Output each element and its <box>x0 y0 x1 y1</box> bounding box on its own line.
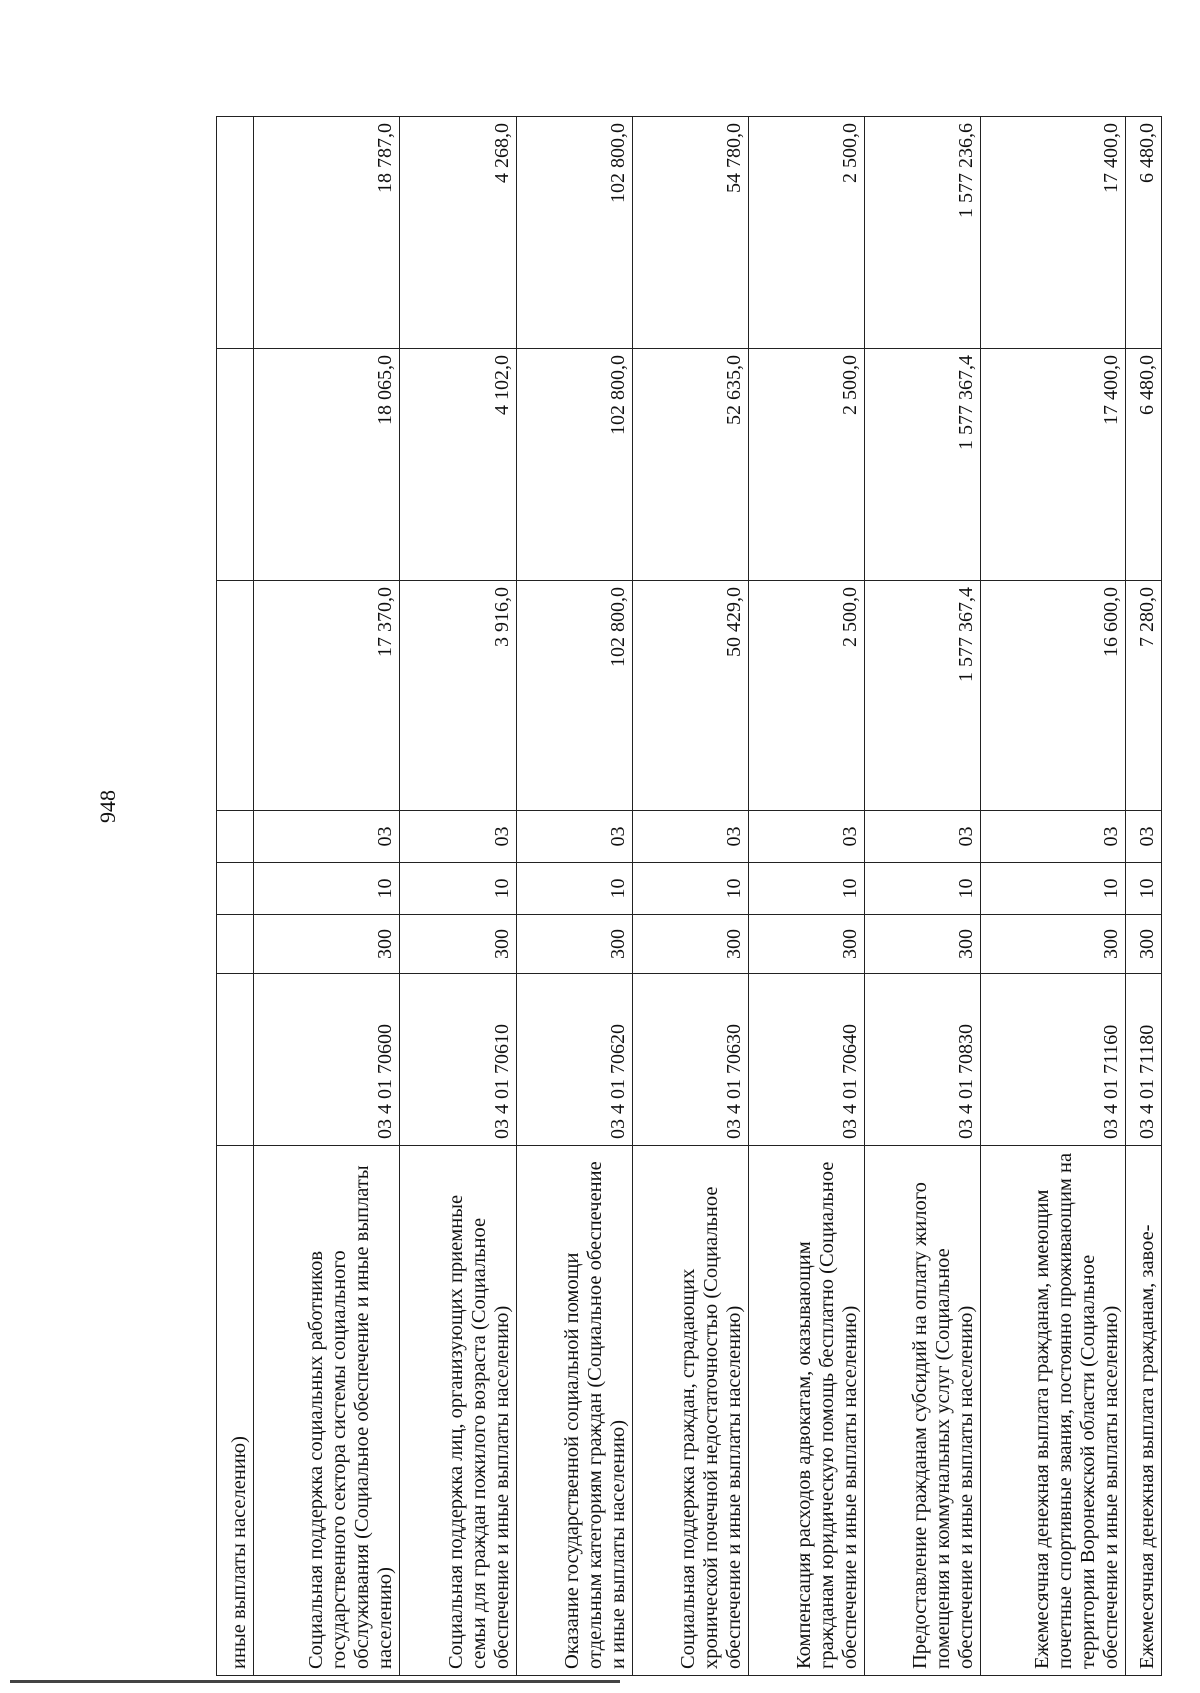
value-year-1-cell: 1 577 367,4 <box>864 581 980 811</box>
row-name: Предоставление гражданам субсидий на оплату жилого помещения и коммунальных услуг (Социальное обеспечение и иные выплаты населению) <box>864 1146 980 1676</box>
scan-edge-line <box>10 1680 620 1683</box>
value-year-3-cell: 18 787,0 <box>253 117 400 349</box>
value-year-1-cell: 50 429,0 <box>633 581 749 811</box>
kvr-cell: 300 <box>1126 915 1162 974</box>
pr-cell: 03 <box>517 811 633 863</box>
rz-cell: 10 <box>633 863 749 915</box>
value-year-3-cell: 2 500,0 <box>749 117 865 349</box>
rz-cell: 10 <box>1126 863 1162 915</box>
kcsr-cell: 03 4 01 70610 <box>400 974 517 1146</box>
kcsr-cell: 03 4 01 70830 <box>864 974 980 1146</box>
row-name: иные выплаты населению) <box>217 1146 254 1676</box>
row-name: Социальная поддержка граждан, страдающих хронической почечной недостаточностью (Социальное обеспечение и иные выплаты населению) <box>633 1146 749 1676</box>
kcsr-cell: 03 4 01 71180 <box>1126 974 1162 1146</box>
row-name: Социальная поддержка лиц, организующих приемные семьи для граждан пожилого возраста (Социальное обеспечение и иные выплаты населению) <box>400 1146 517 1676</box>
kcsr-cell: 03 4 01 70600 <box>253 974 400 1146</box>
pr-cell: 03 <box>864 811 980 863</box>
value-year-2-cell: 1 577 367,4 <box>864 349 980 581</box>
rz-cell: 10 <box>400 863 517 915</box>
kvr-cell: 300 <box>400 915 517 974</box>
rz-cell: 10 <box>980 863 1126 915</box>
kcsr-cell: 03 4 01 70630 <box>633 974 749 1146</box>
rz-cell: 10 <box>749 863 865 915</box>
pr-cell: 03 <box>253 811 400 863</box>
table-row <box>1126 117 1162 1676</box>
value-cell-empty <box>217 349 254 581</box>
table-row <box>864 117 980 1676</box>
row-name: Ежемесячная денежная выплата гражданам, завое- <box>1126 1146 1162 1676</box>
value-year-2-cell: 17 400,0 <box>980 349 1126 581</box>
kvr-cell: 300 <box>633 915 749 974</box>
kcsr-cell: 03 4 01 70620 <box>517 974 633 1146</box>
value-year-1-cell: 3 916,0 <box>400 581 517 811</box>
value-year-3-cell: 1 577 236,6 <box>864 117 980 349</box>
row-name: Социальная поддержка социальных работников государственного сектора системы социального обслуживания (Социальное обеспечение и иные выплаты населению) <box>253 1146 400 1676</box>
value-year-2-cell: 4 102,0 <box>400 349 517 581</box>
kvr-cell: 300 <box>749 915 865 974</box>
value-year-1-cell: 16 600,0 <box>980 581 1126 811</box>
value-year-2-cell: 6 480,0 <box>1126 349 1162 581</box>
table-row-continuation <box>217 117 254 1676</box>
table-row <box>517 117 633 1676</box>
value-year-3-cell: 17 400,0 <box>980 117 1126 349</box>
budget-table-frame <box>216 117 1162 1676</box>
value-year-3-cell: 102 800,0 <box>517 117 633 349</box>
row-name: Оказание государственной социальной помощи отдельным категориям граждан (Социальное обеспечение и иные выплаты населению) <box>517 1146 633 1676</box>
value-cell-empty <box>217 581 254 811</box>
kvr-cell: 300 <box>980 915 1126 974</box>
page-number: 948 <box>95 790 120 823</box>
rz-cell-empty <box>217 863 254 915</box>
value-year-2-cell: 18 065,0 <box>253 349 400 581</box>
pr-cell: 03 <box>1126 811 1162 863</box>
pr-cell: 03 <box>980 811 1126 863</box>
rz-cell: 10 <box>253 863 400 915</box>
value-year-2-cell: 102 800,0 <box>517 349 633 581</box>
value-cell-empty <box>217 117 254 349</box>
value-year-3-cell: 54 780,0 <box>633 117 749 349</box>
value-year-2-cell: 2 500,0 <box>749 349 865 581</box>
row-name: Компенсация расходов адвокатам, оказывающим гражданам юридическую помощь бесплатно (Социальное обеспечение и иные выплаты населению) <box>749 1146 865 1676</box>
table-row <box>253 117 400 1676</box>
rz-cell: 10 <box>517 863 633 915</box>
value-year-2-cell: 52 635,0 <box>633 349 749 581</box>
table-row <box>400 117 517 1676</box>
value-year-3-cell: 6 480,0 <box>1126 117 1162 349</box>
pr-cell: 03 <box>633 811 749 863</box>
value-year-1-cell: 2 500,0 <box>749 581 865 811</box>
table-row <box>749 117 865 1676</box>
kcsr-cell: 03 4 01 71160 <box>980 974 1126 1146</box>
value-year-3-cell: 4 268,0 <box>400 117 517 349</box>
kcsr-cell-empty <box>217 974 254 1146</box>
table-row <box>980 117 1126 1676</box>
rz-cell: 10 <box>864 863 980 915</box>
row-name: Ежемесячная денежная выплата гражданам, имеющим почетные спортивные звания, постоянно проживающим на территории Воронежской области (Социальное обеспечение и иные выплаты населению) <box>980 1146 1126 1676</box>
budget-table <box>216 116 1162 1676</box>
pr-cell: 03 <box>400 811 517 863</box>
kvr-cell-empty <box>217 915 254 974</box>
pr-cell-empty <box>217 811 254 863</box>
kcsr-cell: 03 4 01 70640 <box>749 974 865 1146</box>
value-year-1-cell: 102 800,0 <box>517 581 633 811</box>
table-row <box>633 117 749 1676</box>
kvr-cell: 300 <box>864 915 980 974</box>
value-year-1-cell: 7 280,0 <box>1126 581 1162 811</box>
pr-cell: 03 <box>749 811 865 863</box>
kvr-cell: 300 <box>517 915 633 974</box>
kvr-cell: 300 <box>253 915 400 974</box>
value-year-1-cell: 17 370,0 <box>253 581 400 811</box>
